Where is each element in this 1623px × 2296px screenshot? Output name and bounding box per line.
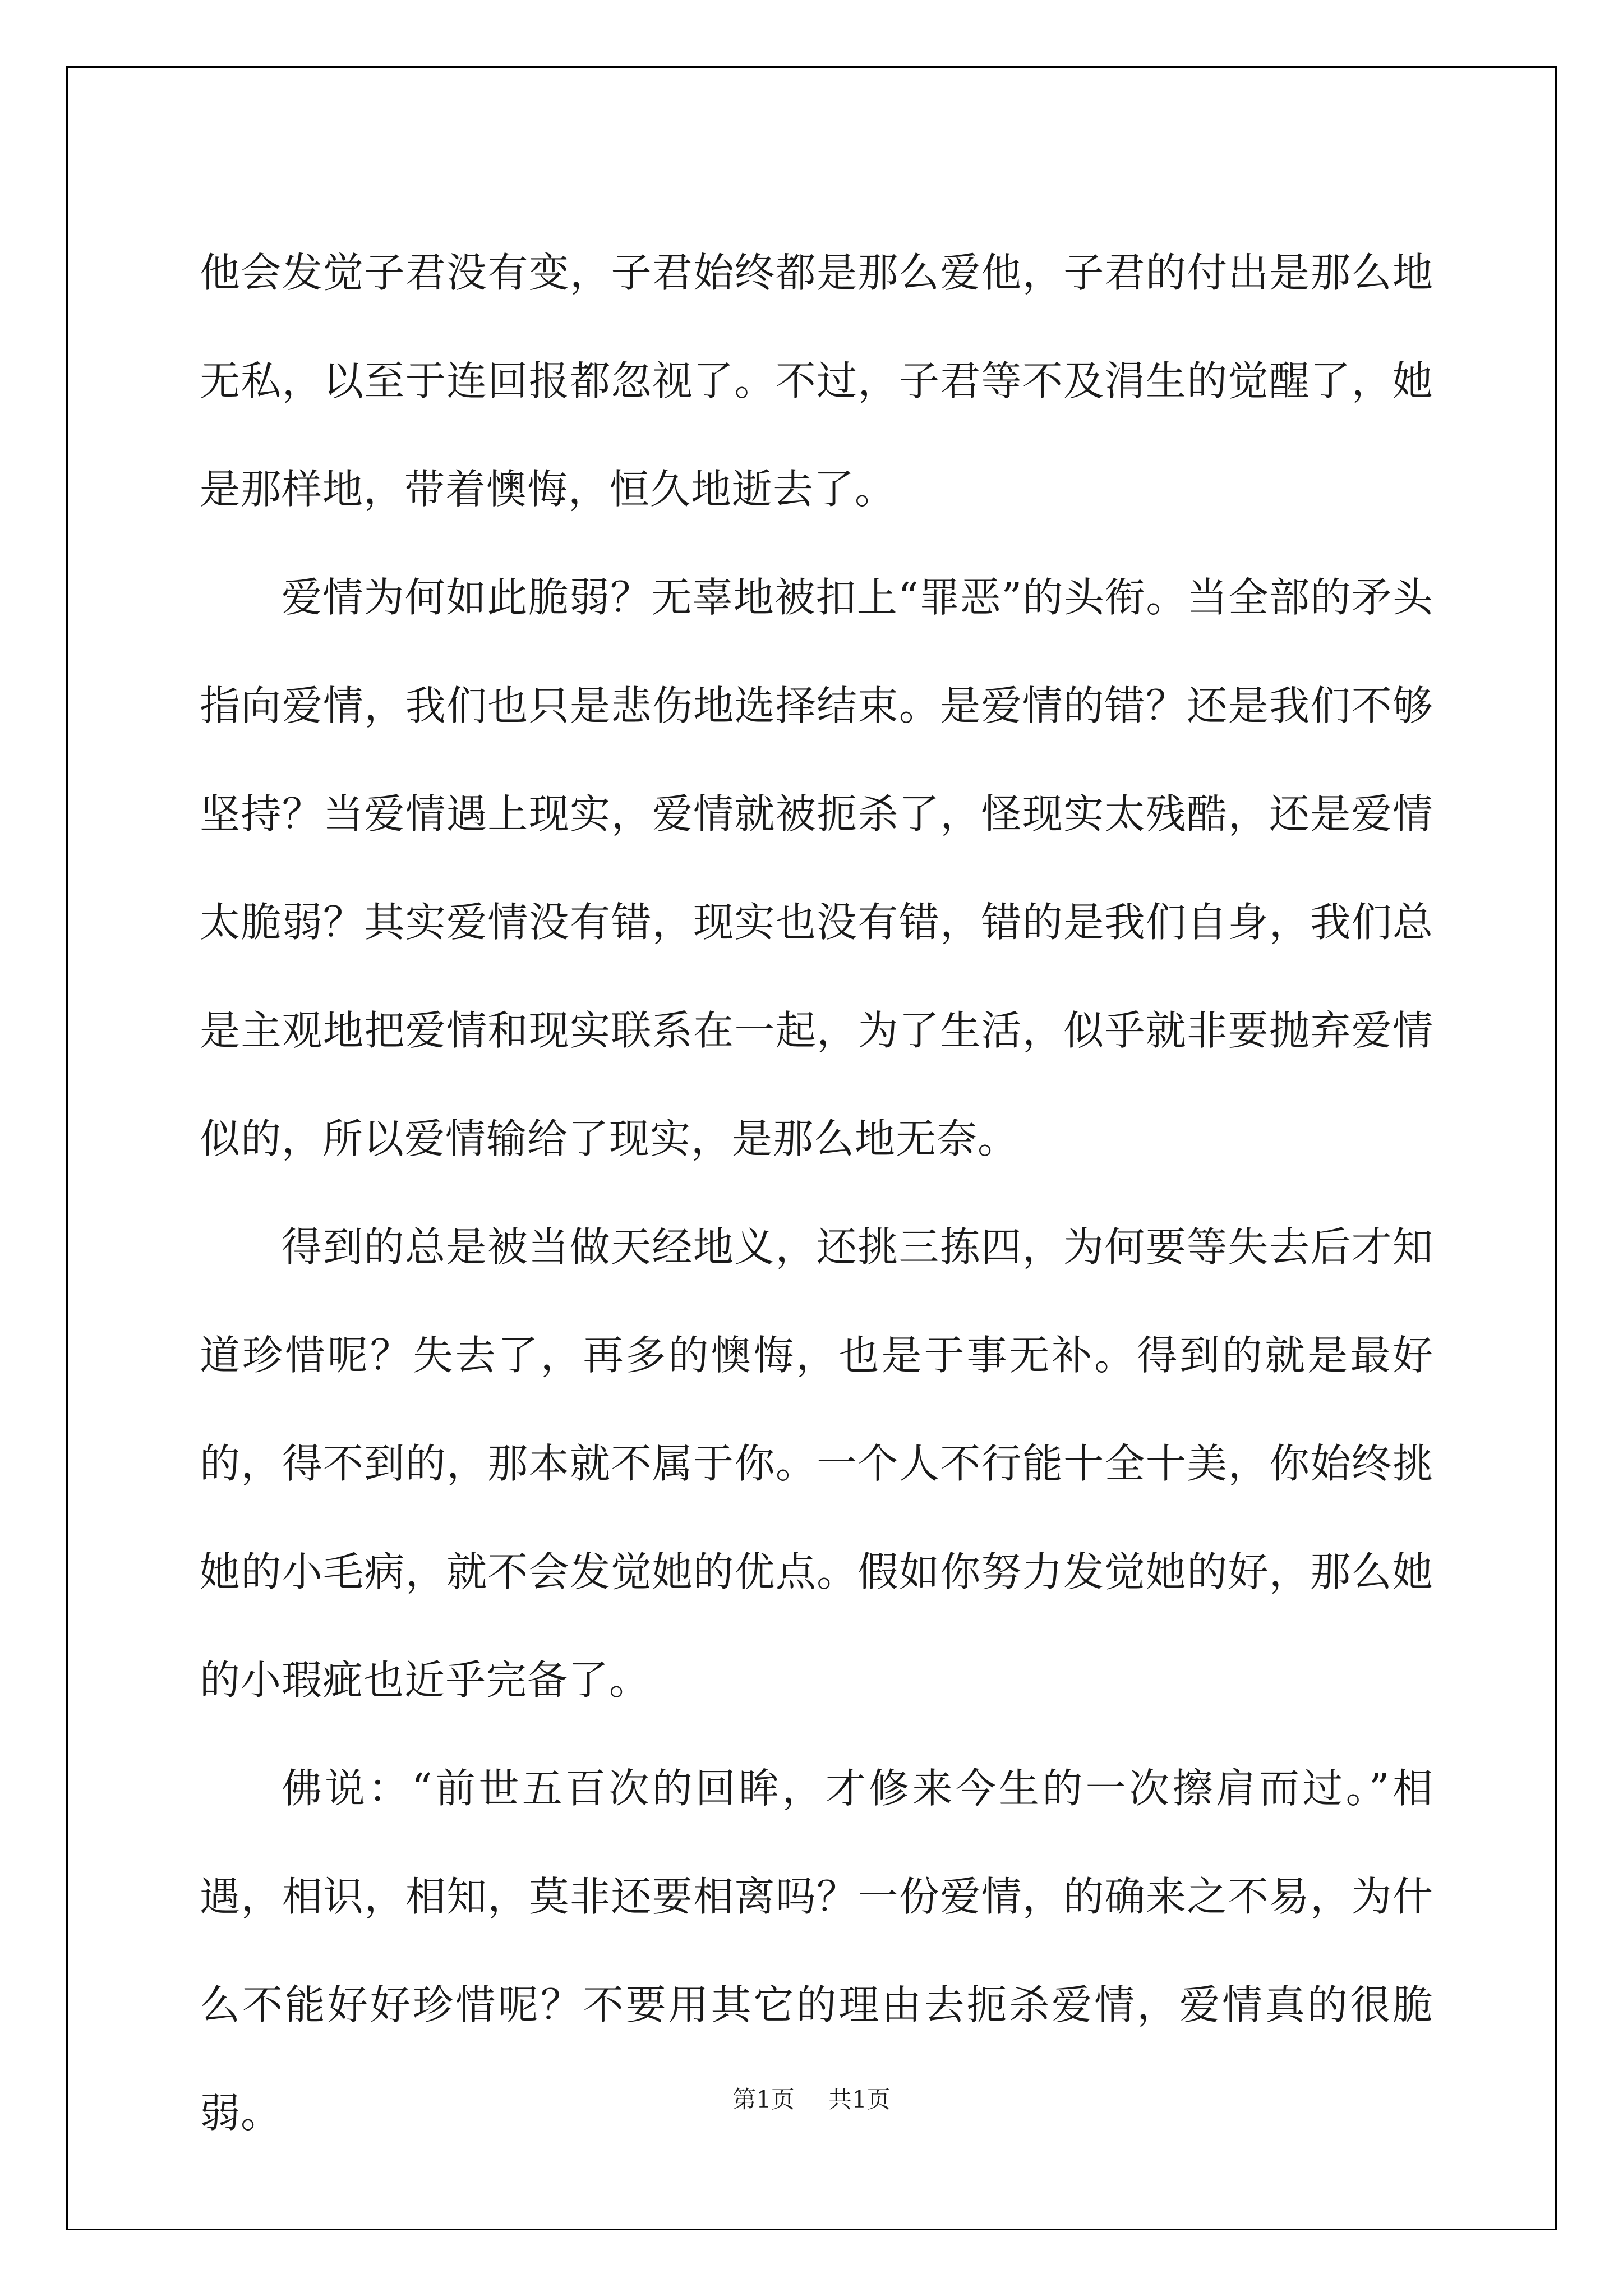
paragraph: 得到的总是被当做天经地义，还挑三拣四，为何要等失去后才知道珍惜呢？失去了，再多的懊悔，也是于事无补。得到的就是最好的，得不到的，那本就不属于你。一个人不行能十全十美，你始终挑她的小毛病，就不会发觉她的优点。假如你努力发觉她的好，那么她的小瑕疵也近乎完备了。	[200, 1223, 1433, 1704]
document-body	[200, 219, 1433, 2168]
paragraph: 他会发觉子君没有变，子君始终都是那么爱他，子君的付出是那么地无私，以至于连回报都忽视了。不过，子君等不及涓生的觉醒了，她是那样地，带着懊悔，恒久地逝去了。	[200, 249, 1433, 513]
page-number: 第1页	[732, 2086, 795, 2113]
page-total: 共1页	[828, 2086, 891, 2113]
paragraph: 佛说：“前世五百次的回眸，才修来今生的一次擦肩而过。”相遇，相识，相知，莫非还要相离吗？一份爱情，的确来之不易，为什么不能好好珍惜呢？不要用其它的理由去扼杀爱情，爱情真的很脆弱。	[200, 1765, 1433, 2137]
page-footer	[0, 2081, 1623, 2115]
paragraph: 爱情为何如此脆弱？无辜地被扣上“罪恶”的头衔。当全部的矛头指向爱情，我们也只是悲伤地选择结束。是爱情的错？还是我们不够坚持？当爱情遇上现实，爱情就被扼杀了，怪现实太残酷，还是爱情太脆弱？其实爱情没有错，现实也没有错，错的是我们自身，我们总是主观地把爱情和现实联系在一起，为了生活，似乎就非要抛弃爱情似的，所以爱情输给了现实，是那么地无奈。	[200, 574, 1433, 1162]
